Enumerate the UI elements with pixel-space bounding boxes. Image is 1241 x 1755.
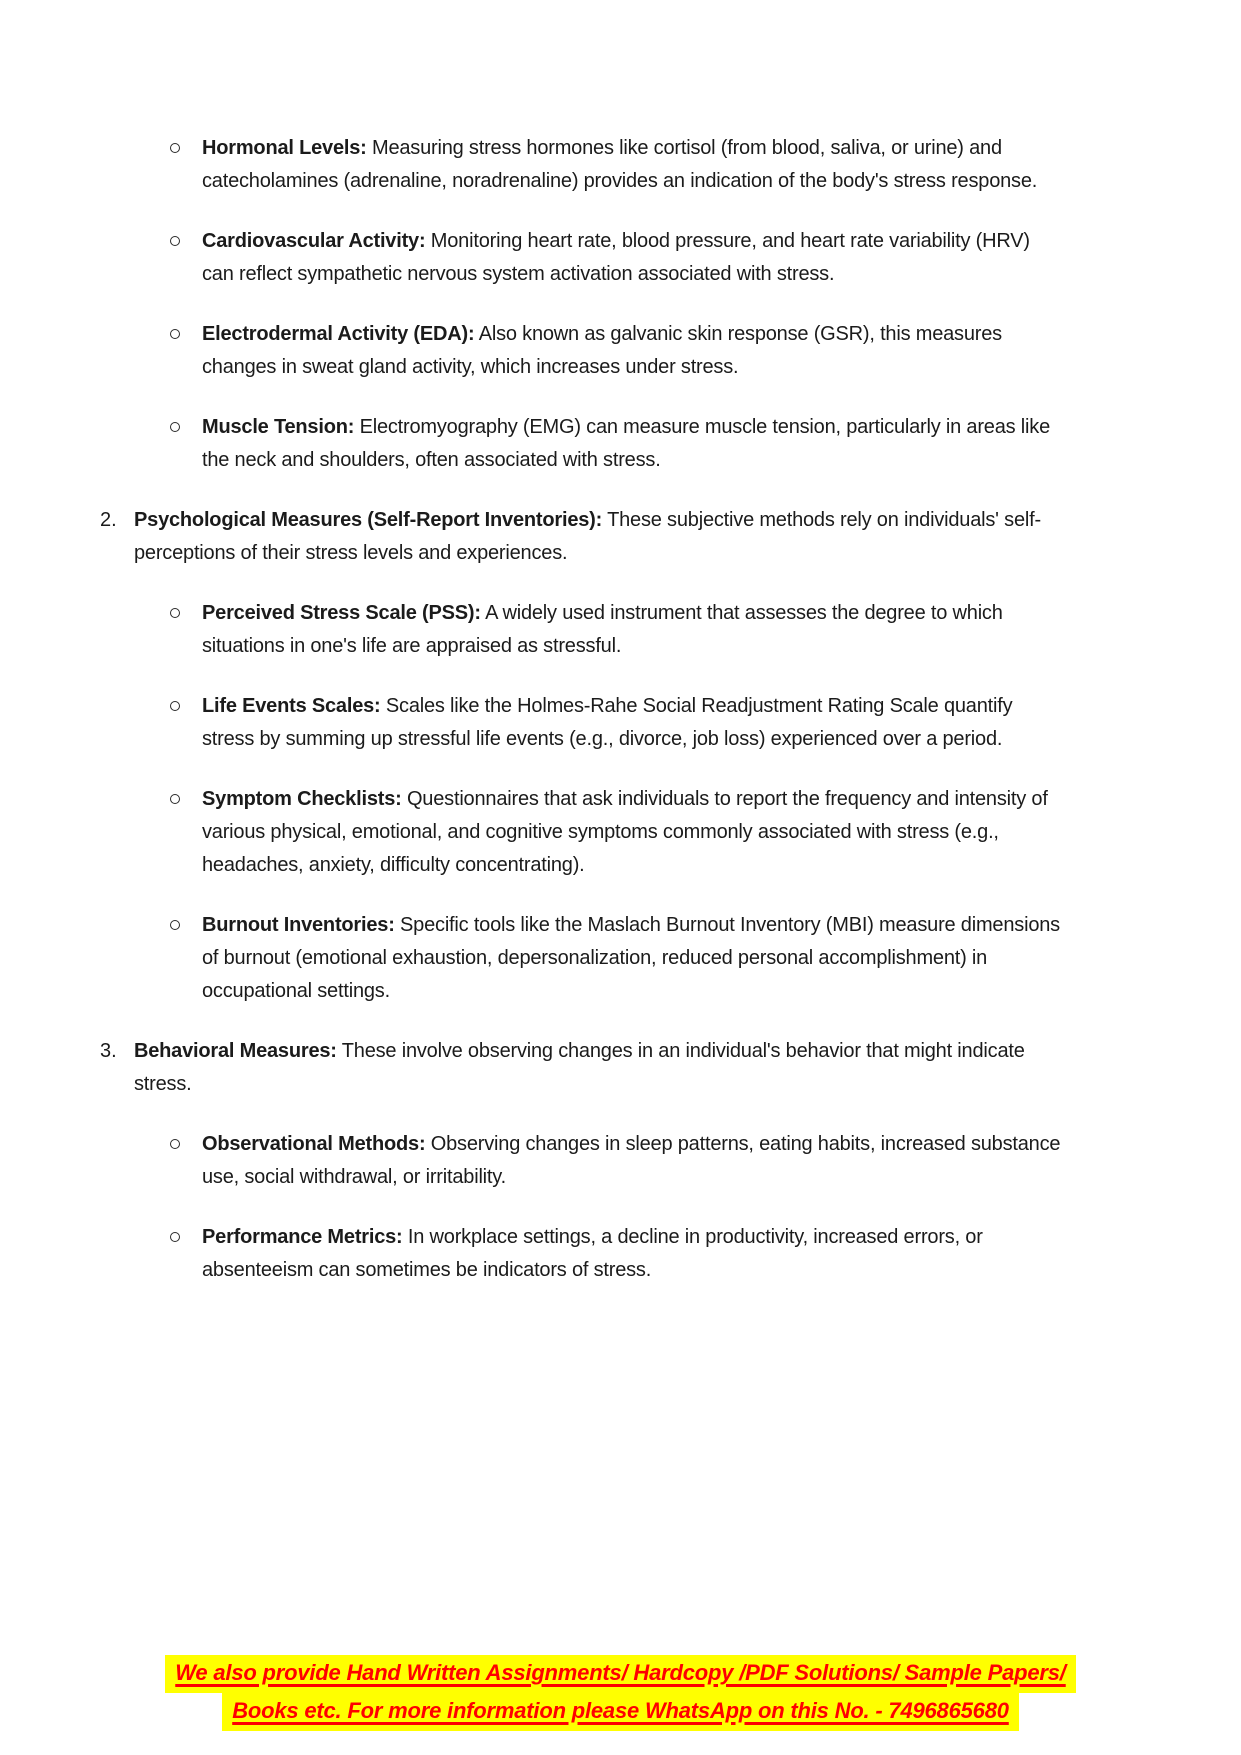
bullet-text: Also known as galvanic skin response (GSR), this measures changes in sweat gland activity, which increases under stress. [202,323,1002,378]
circle-bullet-icon [170,422,180,432]
bullet-item [170,909,1181,1008]
bullet-text: Electromyography (EMG) can measure muscle tension, particularly in areas like the neck and shoulders, often associated with stress. [202,416,1051,471]
bullet-marker-box [170,1128,202,1194]
bullet-text: Monitoring heart rate, blood pressure, and heart rate variability (HRV) can reflect sympathetic nervous system activation associated with stress. [202,230,1030,285]
numbered-text: These involve observing changes in an individual's behavior that might indicate stress. [134,1040,1025,1095]
circle-bullet-icon [170,236,180,246]
circle-bullet-icon [170,794,180,804]
bullet-paragraph [202,1128,1062,1194]
circle-bullet-icon [170,329,180,339]
bullet-marker-box [170,411,202,477]
numbered-label: Behavioral Measures: [134,1040,337,1062]
bullet-label: Perceived Stress Scale (PSS): [202,602,481,624]
bullet-marker-box [170,597,202,663]
numbered-item [100,504,1181,570]
bullet-label: Performance Metrics: [202,1226,403,1248]
footer-line-2: Books etc. For more information please WhatsApp on this No. - 7496865680 [222,1693,1019,1731]
bullet-label: Burnout Inventories: [202,914,395,936]
bullet-text: Measuring stress hormones like cortisol (from blood, saliva, or urine) and catecholamines (adrenaline, noradrenaline) provides an indication of the body's stress response. [202,137,1038,192]
footer-banner [0,1655,1241,1731]
bullet-text: In workplace settings, a decline in productivity, increased errors, or absenteeism can sometimes be indicators of stress. [202,1226,983,1281]
bullet-item [170,1128,1181,1194]
bullet-item [170,318,1181,384]
circle-bullet-icon [170,1139,180,1149]
bullet-label: Muscle Tension: [202,416,355,438]
footer-line [0,1655,1241,1693]
bullet-label: Life Events Scales: [202,695,381,717]
bullet-paragraph [202,783,1062,882]
item-number: 2. [100,509,117,531]
bullet-paragraph [202,411,1062,477]
bullet-item [170,225,1181,291]
circle-bullet-icon [170,143,180,153]
bullet-text: A widely used instrument that assesses the degree to which situations in one's life are appraised as stressful. [202,602,1003,657]
bullet-label: Symptom Checklists: [202,788,402,810]
bullet-paragraph [202,225,1062,291]
footer-line [0,1693,1241,1731]
circle-bullet-icon [170,1232,180,1242]
bullet-item [170,1221,1181,1287]
bullet-label: Hormonal Levels: [202,137,367,159]
bullet-text: Scales like the Holmes-Rahe Social Readjustment Rating Scale quantify stress by summing up stressful life events (e.g., divorce, job loss) experienced over a period. [202,695,1013,750]
bullet-paragraph [202,132,1062,198]
bullet-item [170,690,1181,756]
circle-bullet-icon [170,920,180,930]
bullet-paragraph [202,909,1062,1008]
bullet-text: Observing changes in sleep patterns, eating habits, increased substance use, social withdrawal, or irritability. [202,1133,1061,1188]
bullet-label: Electrodermal Activity (EDA): [202,323,475,345]
numbered-item [100,1035,1181,1101]
bullet-marker-box [170,909,202,1008]
footer-line-1: We also provide Hand Written Assignments/ Hardcopy /PDF Solutions/ Sample Papers/ [165,1655,1075,1693]
numbered-text: These subjective methods rely on individuals' self-perceptions of their stress levels and experiences. [134,509,1041,564]
bullet-text: Specific tools like the Maslach Burnout Inventory (MBI) measure dimensions of burnout (emotional exhaustion, depersonalization, reduced personal accomplishment) in occupational settings. [202,914,1060,1002]
bullet-label: Observational Methods: [202,1133,426,1155]
bullet-marker-box [170,783,202,882]
bullet-marker-box [170,690,202,756]
bullet-paragraph [202,318,1062,384]
bullet-paragraph [202,597,1062,663]
bullet-marker-box [170,318,202,384]
bullet-label: Cardiovascular Activity: [202,230,426,252]
numbered-paragraph [134,504,1054,570]
bullet-marker-box [170,1221,202,1287]
numbered-paragraph [134,1035,1054,1101]
bullet-paragraph [202,1221,1062,1287]
bullet-text: Questionnaires that ask individuals to report the frequency and intensity of various physical, emotional, and cognitive symptoms commonly associated with stress (e.g., headaches, anxiety, difficulty concentrating). [202,788,1048,876]
bullet-paragraph [202,690,1062,756]
bullet-marker-box [170,132,202,198]
bullet-item [170,411,1181,477]
bullet-item [170,783,1181,882]
item-number: 3. [100,1040,117,1062]
bullet-item [170,132,1181,198]
numbered-label: Psychological Measures (Self-Report Inventories): [134,509,603,531]
bullet-item [170,597,1181,663]
circle-bullet-icon [170,701,180,711]
bullet-marker-box [170,225,202,291]
circle-bullet-icon [170,608,180,618]
